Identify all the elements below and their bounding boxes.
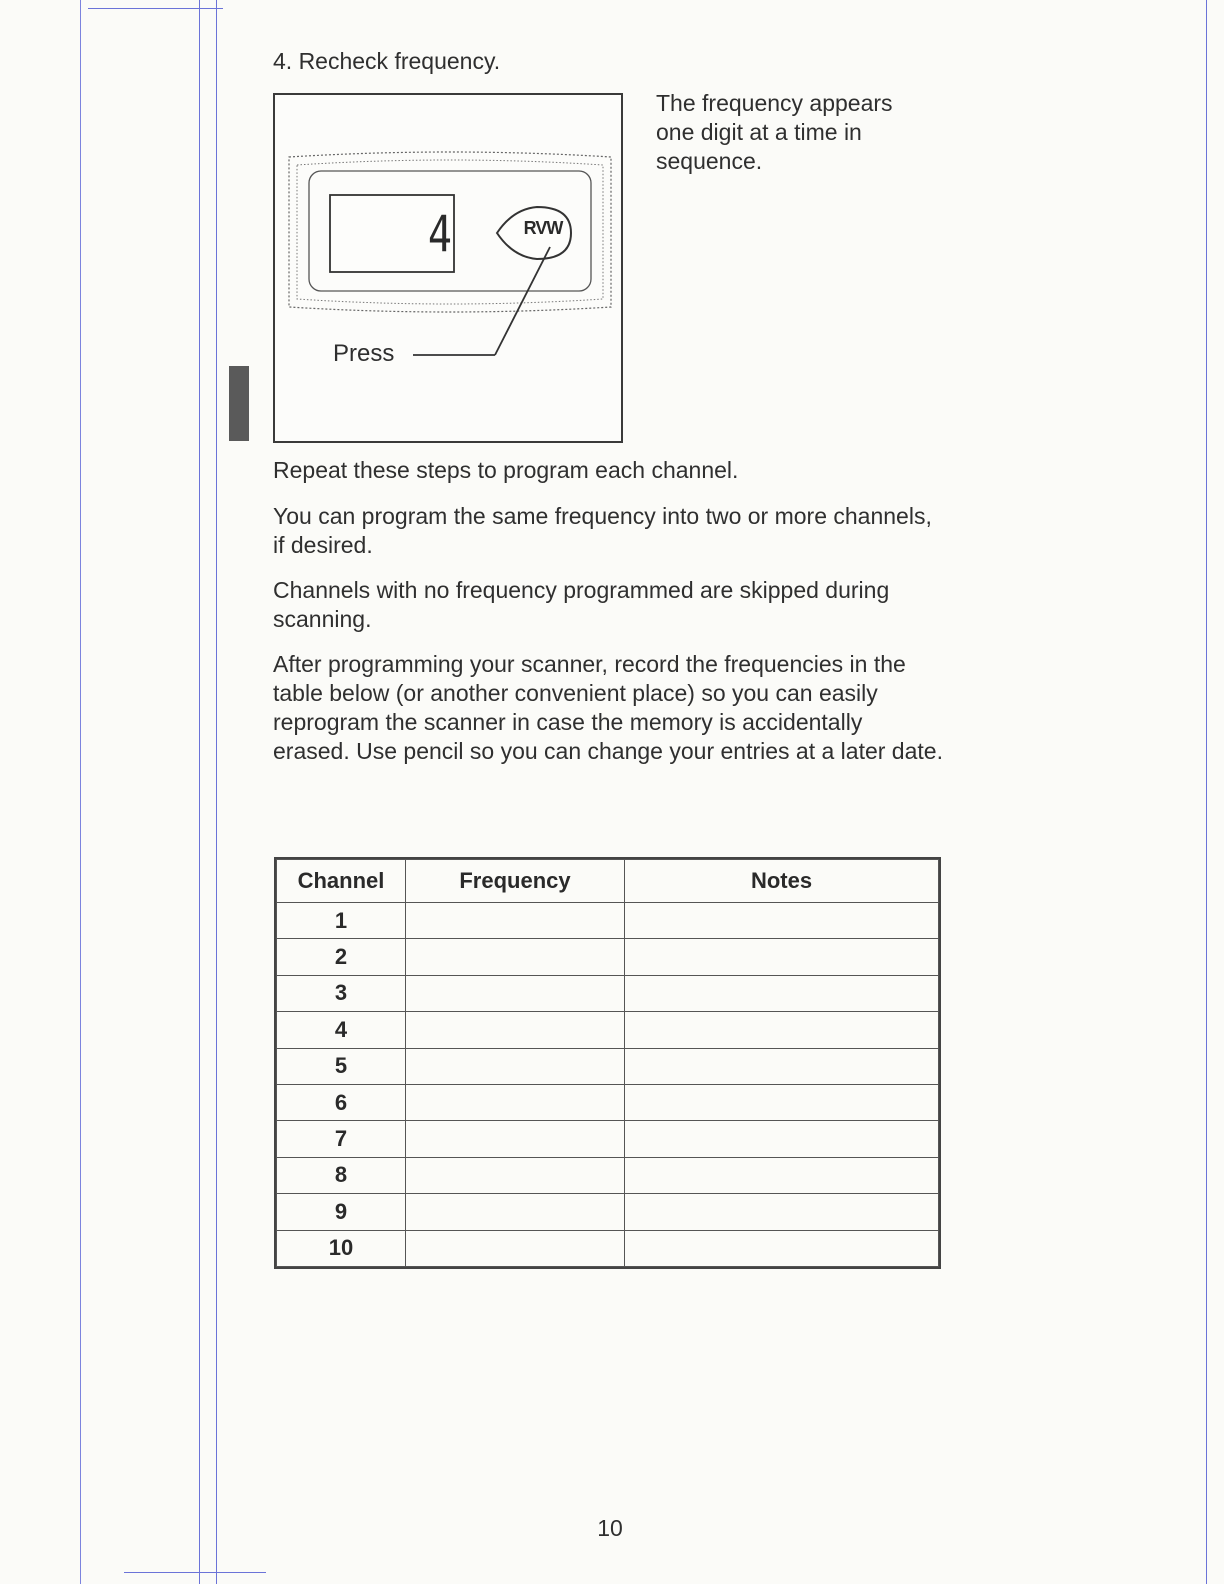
notes-column-header: Notes — [625, 860, 939, 903]
channel-cell: 6 — [277, 1084, 406, 1120]
channel-cell: 5 — [277, 1048, 406, 1084]
channel-record-table — [274, 857, 941, 1269]
table-row — [277, 975, 939, 1011]
table-row — [277, 1048, 939, 1084]
channel-cell: 9 — [277, 1194, 406, 1230]
rvw-button-label: RVW — [523, 218, 563, 238]
table-row — [277, 1121, 939, 1157]
notes-cell — [625, 975, 939, 1011]
table-row — [277, 1194, 939, 1230]
notes-cell — [625, 1230, 939, 1266]
notes-cell — [625, 903, 939, 939]
notes-cell — [625, 939, 939, 975]
notes-cell — [625, 1084, 939, 1120]
step-title: 4. Recheck frequency. — [273, 48, 501, 74]
frequency-cell — [406, 1012, 625, 1048]
section-marker-bar — [229, 366, 249, 441]
scanner-display-figure — [273, 93, 623, 443]
figure-caption: The frequency appears one digit at a time in sequence. — [656, 90, 893, 174]
channel-cell: 3 — [277, 975, 406, 1011]
page-number: 10 — [597, 1515, 623, 1541]
channel-cell: 10 — [277, 1230, 406, 1266]
channel-cell: 8 — [277, 1157, 406, 1193]
scan-edge-line-bottom — [124, 1572, 266, 1573]
notes-cell — [625, 1157, 939, 1193]
frequency-cell — [406, 975, 625, 1011]
frequency-cell — [406, 1230, 625, 1266]
frequency-column-header: Frequency — [406, 860, 625, 903]
frequency-cell — [406, 1194, 625, 1230]
lcd-digit: 4 — [427, 205, 452, 263]
channel-column-header: Channel — [277, 860, 406, 903]
frequency-cell — [406, 903, 625, 939]
paragraph: Repeat these steps to program each channel. — [273, 457, 739, 483]
channel-cell: 4 — [277, 1012, 406, 1048]
frequency-cell — [406, 1048, 625, 1084]
scan-edge-line — [216, 0, 217, 1584]
table-row — [277, 1012, 939, 1048]
table-row — [277, 903, 939, 939]
paragraph: Channels with no frequency programmed are skipped during scanning. — [273, 577, 890, 632]
table-row — [277, 1157, 939, 1193]
table-row — [277, 939, 939, 975]
scan-edge-line-top — [88, 8, 223, 9]
press-label: Press — [333, 340, 395, 367]
notes-cell — [625, 1121, 939, 1157]
scanner-display-illustration — [275, 95, 625, 445]
scan-edge-line — [199, 0, 200, 1584]
frequency-cell — [406, 1121, 625, 1157]
table-row — [277, 1230, 939, 1266]
paragraph: You can program the same frequency into two or more channels, if desired. — [273, 503, 932, 558]
table-header-row — [277, 860, 939, 903]
notes-cell — [625, 1048, 939, 1084]
frequency-cell — [406, 939, 625, 975]
frequency-cell — [406, 1157, 625, 1193]
scan-edge-line-right — [1206, 0, 1207, 1584]
channel-cell: 1 — [277, 903, 406, 939]
paragraph: After programming your scanner, record the frequencies in the table below (or another convenient place) so you can easily reprogram the scanner in case the memory is accidentally erased. Use pencil so you can change your entries at a later date. — [273, 651, 943, 764]
channel-table — [276, 859, 939, 1267]
channel-cell: 2 — [277, 939, 406, 975]
table-row — [277, 1084, 939, 1120]
notes-cell — [625, 1012, 939, 1048]
scan-edge-line-left — [80, 0, 81, 1584]
notes-cell — [625, 1194, 939, 1230]
frequency-cell — [406, 1084, 625, 1120]
channel-cell: 7 — [277, 1121, 406, 1157]
